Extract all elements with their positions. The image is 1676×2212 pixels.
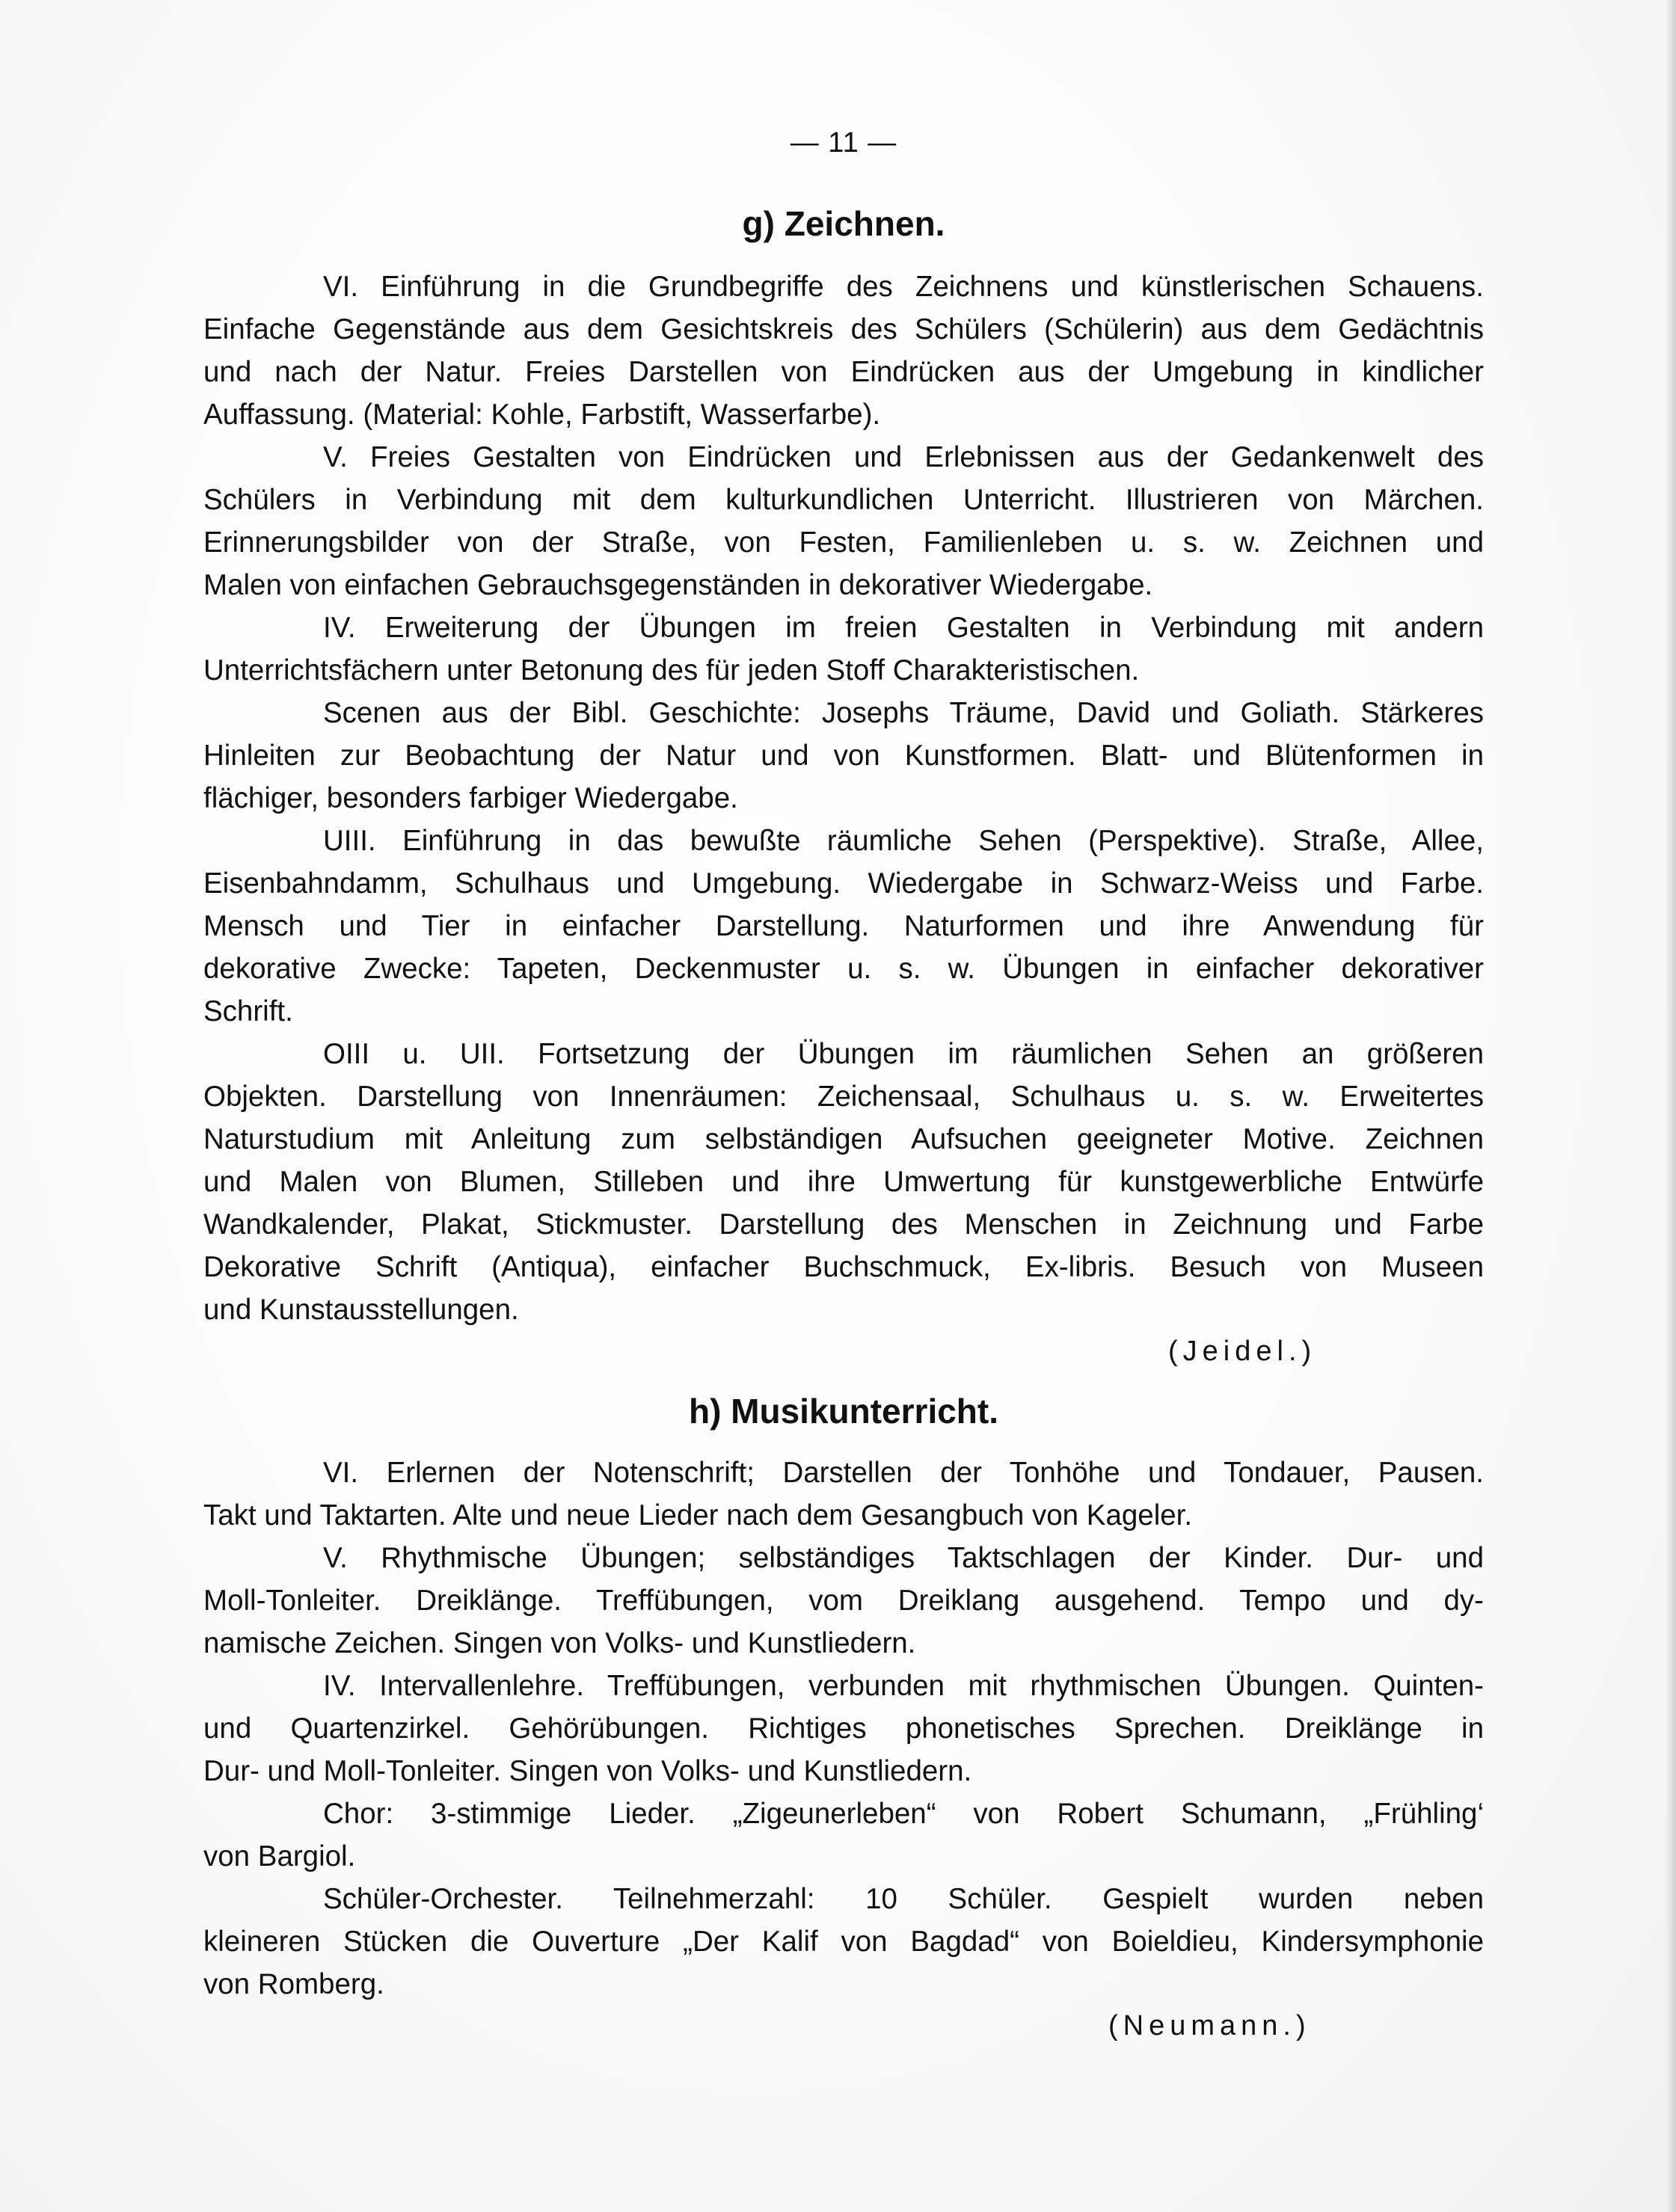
paragraph-line: kleineren Stücken die Ouverture „Der Kalif von Bagdad“ von Boieldieu, Kindersymphonie [203, 1926, 1484, 1958]
paragraph-line: Schüler-Orchester. Teilnehmerzahl: 10 Schüler. Gespielt wurden neben [323, 1883, 1484, 1915]
paragraph-line: OIII u. UII. Fortsetzung der Übungen im räumlichen Sehen an größeren [323, 1038, 1484, 1070]
section-heading-zeichnen: g) Zeichnen. [742, 204, 945, 243]
paragraph-line: IV. Intervallenlehre. Treffübungen, verbunden mit rhythmischen Übungen. Quinten- [323, 1670, 1484, 1702]
paragraph-line: und nach der Natur. Freies Darstellen von Eindrücken aus der Umgebung in kindlicher [203, 356, 1484, 388]
paragraph-line: Hinleiten zur Beobachtung der Natur und von Kunstformen. Blatt- und Blütenformen in [203, 740, 1484, 772]
paragraph-line: VI. Erlernen der Notenschrift; Darstellen der Tonhöhe und Tondauer, Pausen. [323, 1457, 1484, 1489]
paragraph-line: und Kunstausstellungen. [203, 1294, 519, 1326]
paragraph-line: VI. Einführung in die Grundbegriffe des Zeichnens und künstlerischen Schauens. [323, 271, 1484, 303]
paragraph-line: Unterrichtsfächern unter Betonung des für jeden Stoff Charakteristischen. [203, 654, 1140, 686]
page-number: — 11 — [790, 127, 897, 159]
paragraph-line: und Malen von Blumen, Stilleben und ihre Umwertung für kunstgewerbliche Entwürfe [203, 1166, 1484, 1198]
paragraph-line: namische Zeichen. Singen von Volks- und Kunstliedern. [203, 1627, 916, 1659]
section-heading-musikunterricht: h) Musikunterricht. [688, 1392, 999, 1431]
paragraph-line: Mensch und Tier in einfacher Darstellung. Naturformen und ihre Anwendung für [203, 910, 1484, 942]
paragraph-line: Takt und Taktarten. Alte und neue Lieder nach dem Gesangbuch von Kageler. [203, 1499, 1193, 1531]
paragraph-line: Dur- und Moll-Tonleiter. Singen von Volks- und Kunstliedern. [203, 1755, 972, 1787]
paragraph-line: Dekorative Schrift (Antiqua), einfacher Buchschmuck, Ex-libris. Besuch von Museen [203, 1251, 1484, 1283]
paragraph-line: und Quartenzirkel. Gehörübungen. Richtiges phonetisches Sprechen. Dreiklänge in [203, 1712, 1484, 1745]
paragraph-line: Chor: 3-stimmige Lieder. „Zigeunerleben“ von Robert Schumann, „Frühling‘ [323, 1798, 1484, 1830]
paragraph-line: von Bargiol. [203, 1840, 356, 1872]
paragraph-line: Scenen aus der Bibl. Geschichte: Josephs Träume, David und Goliath. Stärkeres [323, 697, 1484, 729]
page-edge-shadow [1666, 0, 1676, 2212]
paragraph-line: Eisenbahndamm, Schulhaus und Umgebung. Wiedergabe in Schwarz-Weiss und Farbe. [203, 867, 1484, 900]
paragraph-line: Schrift. [203, 995, 293, 1027]
paragraph-line: von Romberg. [203, 1968, 384, 2000]
paragraph-line: Auffassung. (Material: Kohle, Farbstift, Wasserfarbe). [203, 399, 881, 431]
paragraph-line: flächiger, besonders farbiger Wiedergabe. [203, 782, 738, 814]
paragraph-line: dekorative Zwecke: Tapeten, Deckenmuster u. s. w. Übungen in einfacher dekorativer [203, 953, 1484, 985]
paragraph-line: UIII. Einführung in das bewußte räumliche Sehen (Perspektive). Straße, Allee, [323, 825, 1484, 857]
author-signature-jeidel: (Jeidel.) [1168, 1336, 1317, 1367]
paragraph-line: Erinnerungsbilder von der Straße, von Festen, Familienleben u. s. w. Zeichnen und [203, 526, 1484, 559]
paragraph-line: Wandkalender, Plakat, Stickmuster. Darstellung des Menschen in Zeichnung und Farbe [203, 1208, 1484, 1241]
paragraph-line: Objekten. Darstellung von Innenräumen: Zeichensaal, Schulhaus u. s. w. Erweitertes [203, 1081, 1484, 1113]
paragraph-line: V. Rhythmische Übungen; selbständiges Taktschlagen der Kinder. Dur- und [323, 1542, 1484, 1574]
paragraph-line: Einfache Gegenstände aus dem Gesichtskreis des Schülers (Schülerin) aus dem Gedächtnis [203, 313, 1484, 345]
paragraph-line: Schülers in Verbindung mit dem kulturkundlichen Unterricht. Illustrieren von Märchen. [203, 484, 1484, 516]
paragraph-line: IV. Erweiterung der Übungen im freien Gestalten in Verbindung mit andern [323, 612, 1484, 644]
paragraph-line: Malen von einfachen Gebrauchsgegenständen in dekorativer Wiedergabe. [203, 569, 1153, 601]
author-signature-neumann: (Neumann.) [1108, 2010, 1311, 2042]
paragraph-line: Moll-Tonleiter. Dreiklänge. Treffübungen, vom Dreiklang ausgehend. Tempo und dy- [203, 1585, 1484, 1617]
paragraph-line: V. Freies Gestalten von Eindrücken und Erlebnissen aus der Gedankenwelt des [323, 441, 1484, 473]
paragraph-line: Naturstudium mit Anleitung zum selbständigen Aufsuchen geeigneter Motive. Zeichnen [203, 1123, 1484, 1155]
